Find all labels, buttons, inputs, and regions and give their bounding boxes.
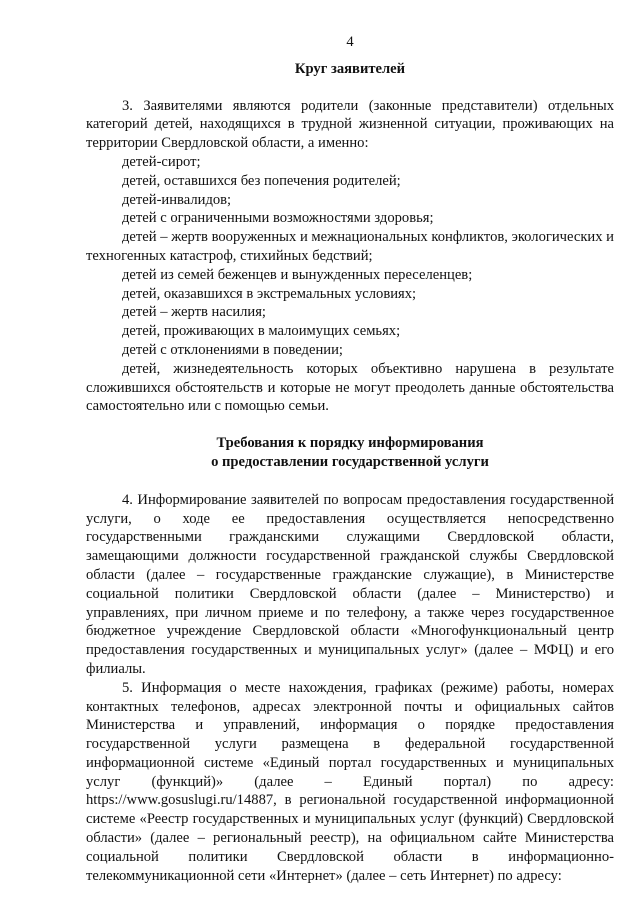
list-item: детей, жизнедеятельность которых объективно нарушена в результате сложившихся обстоятельств и которые не могут преодолеть данные обстоятельства самостоятельно или с помощью семьи. xyxy=(86,360,614,415)
list-item: детей-инвалидов; xyxy=(122,191,232,208)
section-heading-informing xyxy=(86,434,614,472)
paragraph-5: 5. Информация о месте нахождения, графиках (режиме) работы, номерах контактных телефонов, адресах электронной почты и официальных сайтов Министерства и управлений, информация о порядке предоставления государственной услуги размещена в федеральной государственной информационной системе «Единый портал государственных и муниципальных услуг (функций)» (далее – Единый портал) по адресу: https://www.gosuslugi.ru/14887, в региональной государственной информационной системе «Реестр государственных и муниципальных услуг (функций) Свердловской области» (далее – региональный реестр), на официальном сайте Министерства социальной политики Свердловской области в информационно-телекоммуникационной сети «Интернет» (далее – сеть Интернет) по адресу: xyxy=(86,679,614,884)
section-heading-applicants: Круг заявителей xyxy=(294,60,406,77)
list-item: детей-сирот; xyxy=(122,153,201,170)
paragraph-3: 3. Заявителями являются родители (законные представители) отдельных категорий детей, находящихся в трудной жизненной ситуации, проживающих на территории Свердловской области, а именно: xyxy=(86,97,614,152)
list-item: детей, проживающих в малоимущих семьях; xyxy=(122,323,401,340)
list-item: детей с отклонениями в поведении; xyxy=(122,341,343,358)
paragraph-4: 4. Информирование заявителей по вопросам предоставления государственной услуги, о ходе ее предоставления осуществляется непосредственно государственными гражданскими служащими Свердловской области, замещающими должности государственной гражданской службы Свердловской области (далее – государственные гражданские служащие), в Министерстве социальной политики Свердловской области (далее – Министерство) и управлениях, при личном приеме и по телефону, а также через государственное бюджетное учреждение Свердловской области «Многофункциональный центр предоставления государственных и муниципальных услуг» (далее – МФЦ) и его филиалы. xyxy=(86,491,614,677)
list-item: детей с ограниченными возможностями здоровья; xyxy=(122,210,434,227)
page-content xyxy=(86,33,614,885)
list-item: детей – жертв насилия; xyxy=(122,304,266,321)
list-item: детей из семей беженцев и вынужденных переселенцев; xyxy=(122,266,473,283)
list-item: детей, оказавшихся в экстремальных условиях; xyxy=(122,285,417,302)
list-item: детей – жертв вооруженных и межнациональных конфликтов, экологических и техногенных катастроф, стихийных бедствий; xyxy=(86,229,614,264)
list-item: детей, оставшихся без попечения родителей; xyxy=(122,172,401,189)
page-number: 4 xyxy=(346,34,354,50)
section-heading-line: Требования к порядку информирования xyxy=(216,435,484,452)
section-heading-line: о предоставлении государственной услуги xyxy=(211,453,489,470)
